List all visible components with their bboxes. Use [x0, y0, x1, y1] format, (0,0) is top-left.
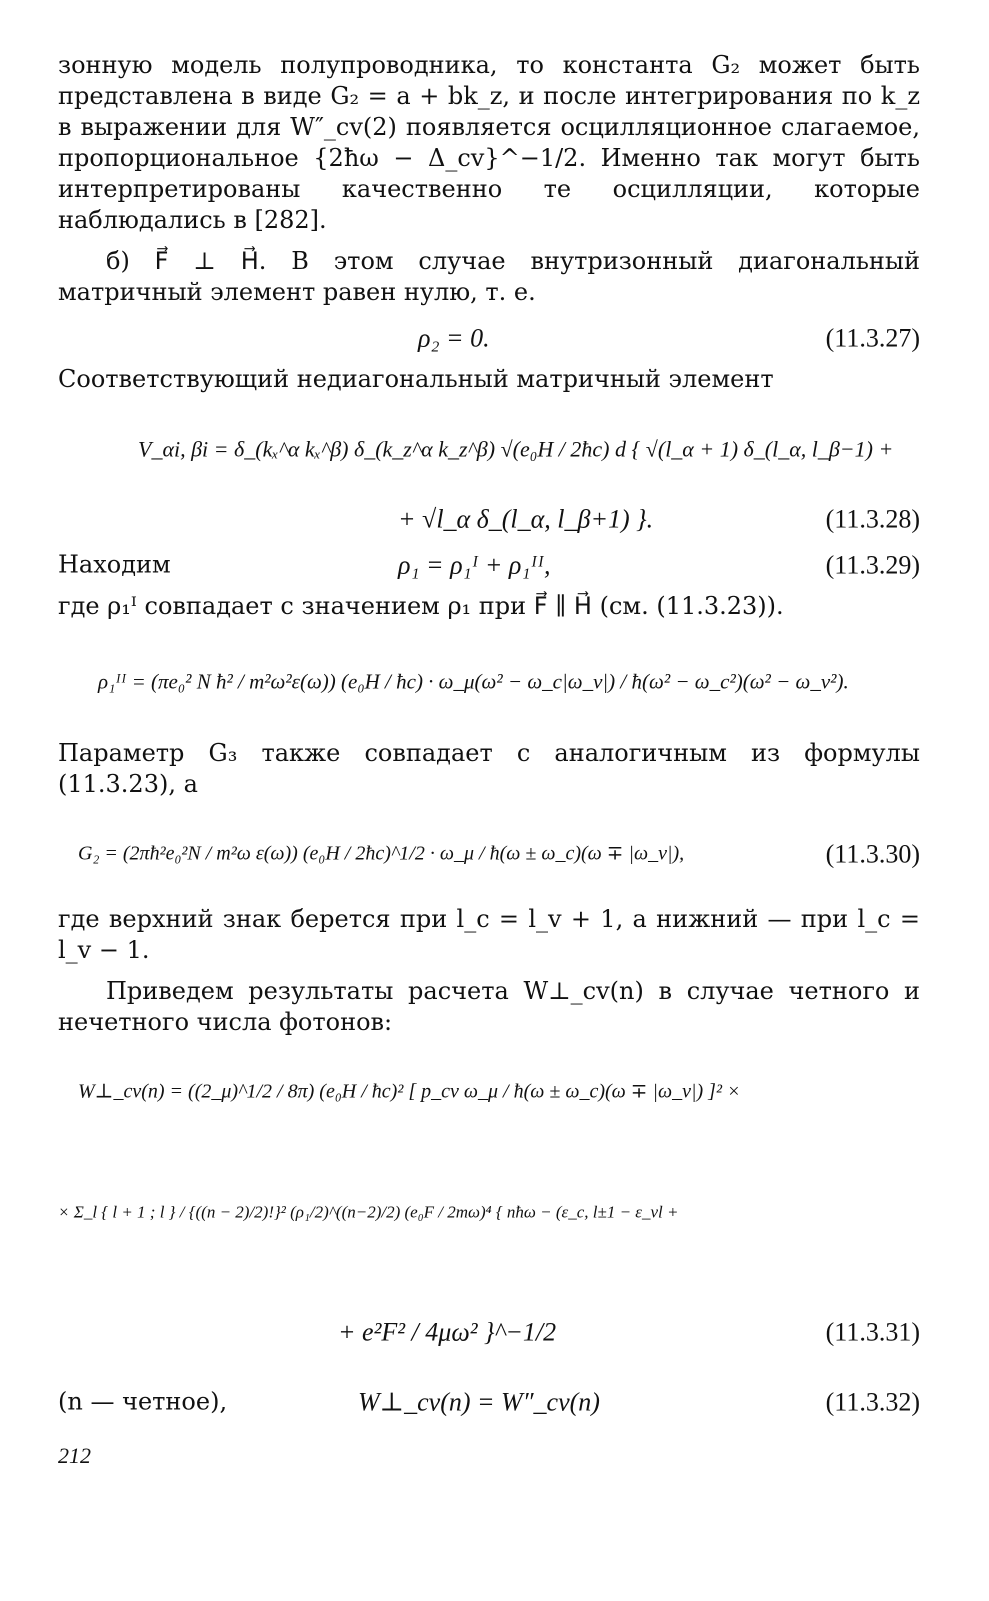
equation-11-3-30 — [58, 810, 920, 898]
equation-rho1-II — [58, 632, 920, 732]
paragraph-2: б) F⃗ ⊥ H⃗. В этом случае внутризонный диагональный матричный элемент равен нулю, т. е. — [58, 247, 920, 306]
equation-number: (11.3.32) — [825, 1387, 920, 1417]
equation-text: ρ₁ᴵᴵ = (πe₀² N ħ² / m²ω²ε(ω)) (e₀H / ħc) · ω_μ(ω² − ω_c|ω_v|) / ħ(ω² − ω_c²)(ω² − ω_v²). — [98, 669, 849, 694]
equation-text: × Σ_l { l + 1 ; l } / {((n − 2)/2)!}² (ρ₁/2)^((n−2)/2) (e₀F / 2mω)⁴ { nħω − (ε_c, l±1 − ε_vl + — [58, 1202, 679, 1222]
page-number: 212 — [58, 1443, 91, 1468]
equation-text: G₂ = (2πħ²e₀²N / m²ω ε(ω)) (e₀H / 2ħc)^1/2 · ω_μ / ħ(ω ± ω_c)(ω ∓ |ω_v|), — [78, 842, 685, 865]
equation-text: + √l_α δ_(l_α, l_β+1) }. — [398, 504, 654, 534]
paragraph-5: Параметр G₃ также совпадает с аналогичным из формулы (11.3.23), а — [58, 739, 920, 798]
equation-number: (11.3.30) — [825, 839, 920, 869]
equation-number: (11.3.28) — [825, 504, 920, 534]
equation-11-3-28a — [58, 405, 920, 493]
equation-number: (11.3.31) — [825, 1317, 920, 1347]
paragraph-1: зонную модель полупроводника, то константа G₂ может быть представлена в виде G₂ = a + bk_z, и после интегрирования по k_z в выражении для W″_cv(2) появляется осцилляционное слагаемое, пропорциональное {2ħω − Δ_cv}^−1/2. Именно так могут быть интерпретированы качественно те осцилляции, которые наблюдались в [282]. — [58, 51, 920, 234]
equation-text: + e²F² / 4μω² }^−1/2 — [338, 1317, 557, 1347]
equation-11-3-29 — [58, 545, 920, 585]
equation-number: (11.3.29) — [825, 550, 920, 580]
equation-11-3-31c — [58, 1288, 920, 1376]
equation-text: V_αi, βi = δ_(kₓ^α kₓ^β) δ_(k_z^α k_z^β) √(e₀H / 2ħc) d { √(l_α + 1) δ_(l_α, l_β−1) + — [138, 436, 894, 462]
label-find: Находим — [58, 550, 171, 579]
equation-text: ρ₁ = ρ₁ᴵ + ρ₁ᴵᴵ, — [398, 550, 551, 580]
equation-11-3-31a — [58, 1048, 920, 1136]
equation-text: W⊥_cv(n) = ((2_μ)^1/2 / 8π) (e₀H / ħc)² [ p_cv ω_μ / ħ(ω ± ω_c)(ω ∓ |ω_v|) ]² × — [78, 1080, 741, 1103]
page-body — [58, 50, 920, 1428]
paragraph-7: Приведем результаты расчета W⊥_cv(n) в случае четного и нечетного числа фотонов: — [58, 977, 920, 1036]
label-even: (n — четное), — [58, 1387, 228, 1416]
equation-text: ρ₂ = 0. — [418, 323, 490, 353]
paragraph-6: где верхний знак берется при l_c = l_v + 1, а нижний — при l_c = l_v − 1. — [58, 905, 920, 964]
equation-11-3-27 — [58, 318, 920, 358]
equation-text: W⊥_cv(n) = W″_cv(n) — [358, 1387, 600, 1417]
equation-11-3-32 — [58, 1382, 920, 1422]
equation-11-3-31b — [58, 1142, 920, 1282]
equation-11-3-28b — [58, 499, 920, 539]
equation-number: (11.3.27) — [825, 323, 920, 353]
paragraph-3: Соответствующий недиагональный матричный элемент — [58, 365, 774, 393]
paragraph-4: где ρ₁ᴵ совпадает с значением ρ₁ при F⃗ ∥ H⃗ (см. (11.3.23)). — [58, 592, 784, 620]
